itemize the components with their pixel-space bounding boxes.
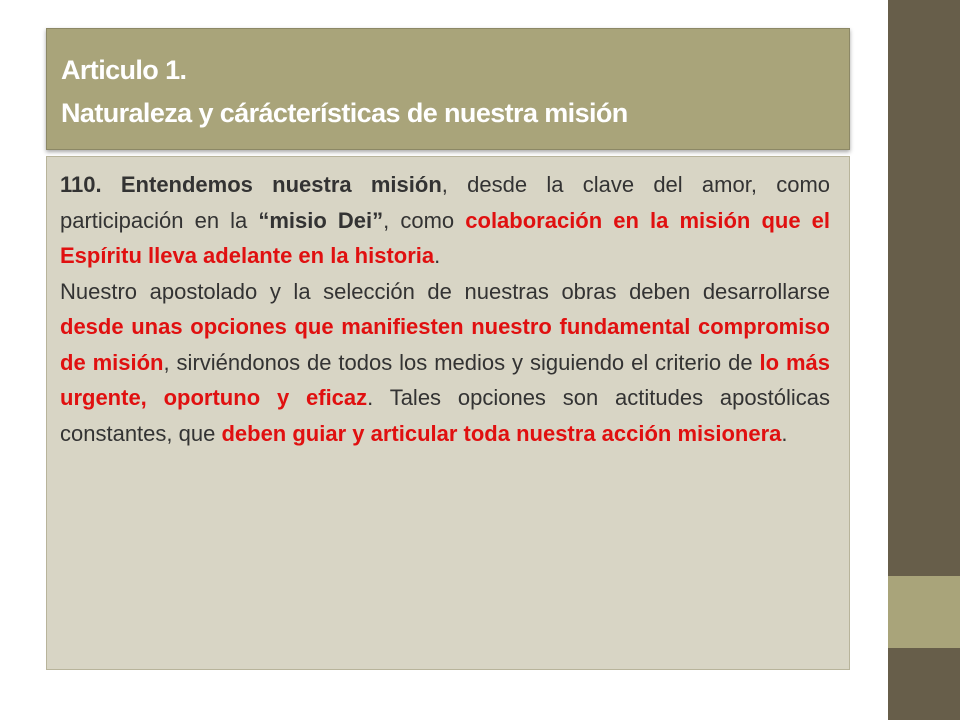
emphasis-opciones: desde unas opciones que manifiesten nuestro fundamental compromiso de misión — [60, 314, 830, 375]
paragraph-2-end: . — [781, 420, 788, 446]
paragraph-2-text-3: . Tales opciones son actitudes apostólicas constantes, que — [60, 385, 830, 446]
emphasis-accion-misionera: deben guiar y articular toda nuestra acción misionera — [221, 420, 782, 446]
sidebar-decoration-bottom — [888, 648, 960, 720]
sidebar-decoration-top — [888, 0, 960, 576]
title-box — [46, 28, 850, 150]
paragraph-1-end: . — [434, 243, 441, 268]
body-text — [60, 167, 830, 451]
emphasis-criterio: lo más urgente, oportuno y eficaz — [60, 349, 830, 410]
paragraph-1-text-2: , como — [383, 207, 466, 233]
content-box — [46, 156, 850, 670]
paragraph-number: 110. — [60, 172, 102, 197]
paragraph-1 — [60, 167, 830, 274]
slide-title-line-2: Naturaleza y cárácterísticas de nuestra misión — [61, 98, 628, 128]
emphasis-colaboracion: colaboración en la misión que el Espíritu lleva adelante en la historia — [60, 207, 830, 268]
slide-title-line-1: Articulo 1. — [61, 55, 187, 85]
paragraph-1-text-1: , desde la clave del amor, como participación en la — [60, 172, 831, 233]
sidebar-decoration-middle — [888, 576, 960, 648]
paragraph-2 — [60, 274, 830, 452]
misio-dei-quote: “misio Dei” — [258, 207, 384, 233]
paragraph-2-text-1: Nuestro apostolado y la selección de nuestras obras deben desarrollarse — [60, 278, 830, 304]
paragraph-2-text-2: , sirviéndonos de todos los medios y siguiendo el criterio de — [163, 349, 760, 375]
lead-phrase: Entendemos nuestra misión — [120, 172, 442, 197]
